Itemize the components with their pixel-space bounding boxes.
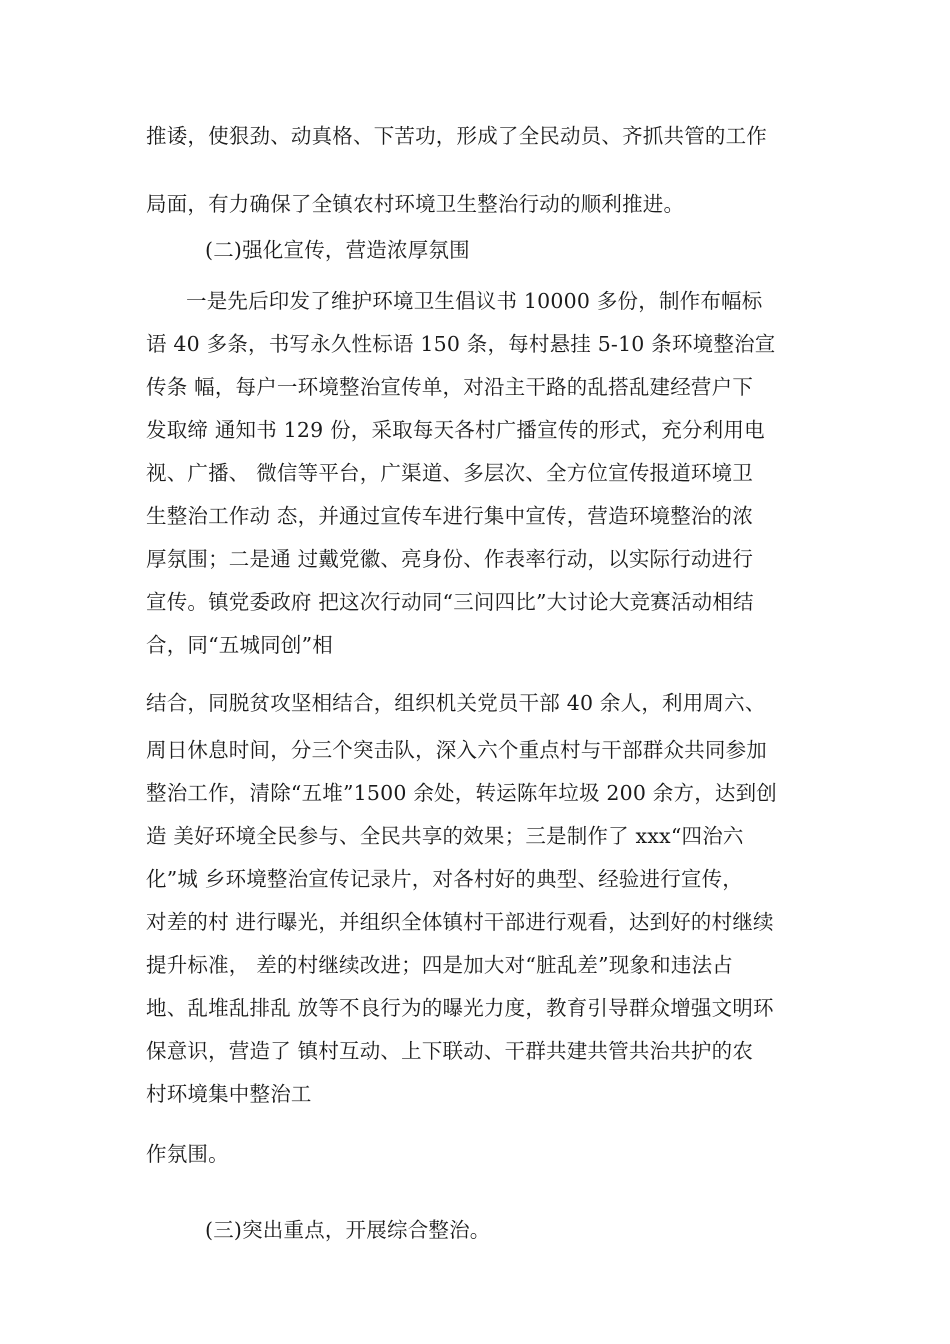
section-heading: (三)突出重点，开展综合整治。: [205, 1218, 491, 1242]
body-line: 提升标准， 差的村继续改进；四是加大对“脏乱差”现象和违法占: [146, 953, 733, 977]
body-line: 生整治工作动 态，并通过宣传车进行集中宣传，营造环境整治的浓: [146, 504, 754, 528]
body-line: 化”城 乡环境整治宣传记录片，对各村好的典型、经验进行宣传，: [146, 867, 743, 891]
body-line: 宣传。镇党委政府 把这次行动同“三问四比”大讨论大竞赛活动相结: [146, 590, 754, 614]
body-line: 对差的村 进行曝光，并组织全体镇村干部进行观看，达到好的村继续: [146, 910, 774, 934]
body-line: 推诿，使狠劲、动真格、下苦功，形成了全民动员、齐抓共管的工作: [146, 124, 767, 148]
body-line: 视、广播、 微信等平台，广渠道、多层次、全方位宣传报道环境卫: [146, 461, 754, 485]
body-line: 整治工作，清除“五堆”1500 余处，转运陈年垃圾 200 余方，达到创: [146, 781, 778, 805]
body-line: 作氛围。: [146, 1142, 229, 1166]
body-line: 语 40 多条，书写永久性标语 150 条，每村悬挂 5-10 条环境整治宣: [146, 332, 776, 356]
body-line: 村环境集中整治工: [146, 1082, 312, 1106]
body-line: 结合，同脱贫攻坚相结合，组织机关党员干部 40 余人，利用周六、: [146, 691, 766, 715]
section-heading: (二)强化宣传，营造浓厚氛围: [205, 238, 470, 262]
body-line: 厚氛围；二是通 过戴党徽、亮身份、作表率行动，以实际行动进行: [146, 547, 754, 571]
body-line: 地、乱堆乱排乱 放等不良行为的曝光力度，教育引导群众增强文明环: [146, 996, 774, 1020]
body-line: 局面，有力确保了全镇农村环境卫生整治行动的顺利推进。: [146, 192, 685, 216]
body-line: 合，同“五城同创”相: [146, 633, 333, 657]
body-line: 造 美好环境全民参与、全民共享的效果；三是制作了 xxx“四治六: [146, 824, 744, 848]
body-line: 保意识，营造了 镇村互动、上下联动、干群共建共管共治共护的农: [146, 1039, 754, 1063]
body-line: 传条 幅，每户一环境整治宣传单，对沿主干路的乱搭乱建经营户下: [146, 375, 754, 399]
body-line: 一是先后印发了维护环境卫生倡议书 10000 多份，制作布幅标: [186, 289, 763, 313]
body-line: 发取缔 通知书 129 份，采取每天各村广播宣传的形式，充分利用电: [146, 418, 765, 442]
body-line: 周日休息时间，分三个突击队，深入六个重点村与干部群众共同参加: [146, 738, 767, 762]
